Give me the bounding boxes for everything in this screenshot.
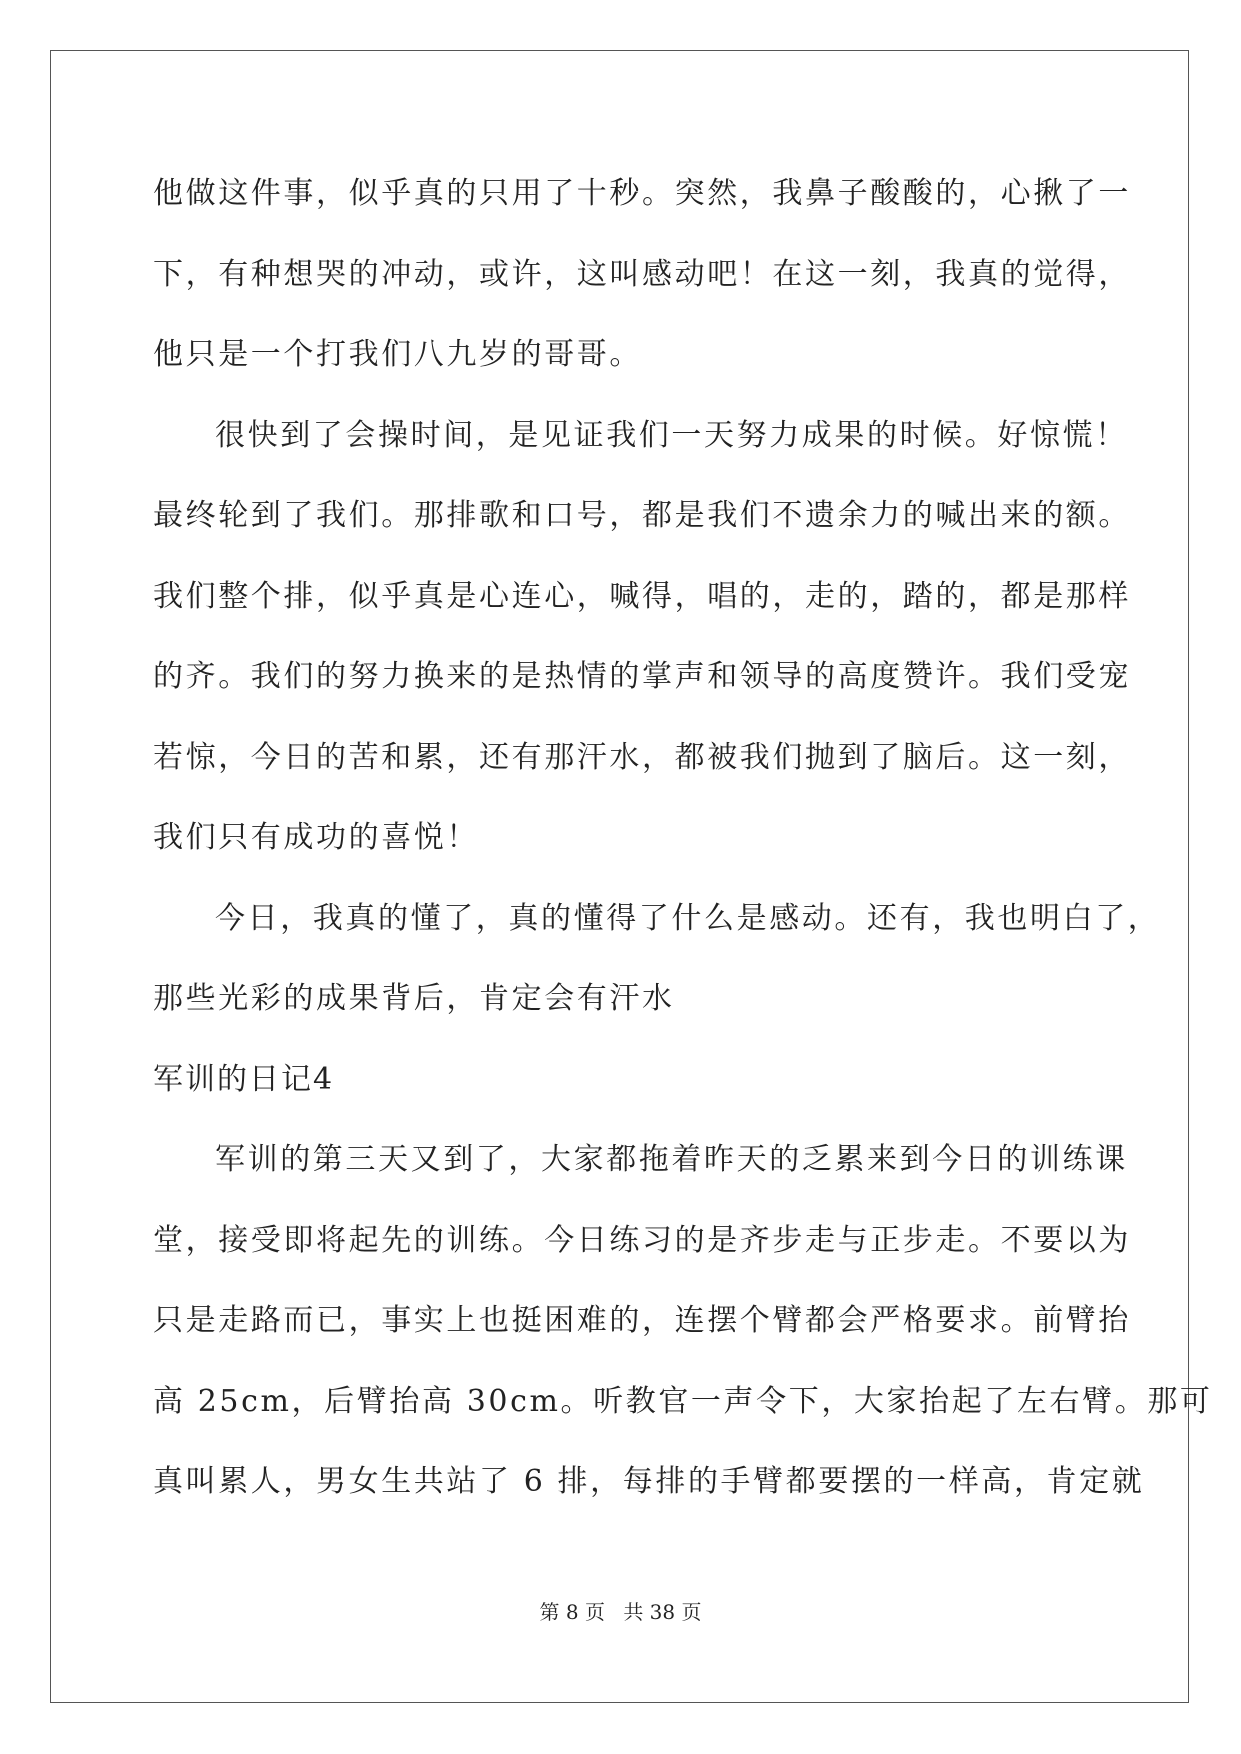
text-line: 若惊，今日的苦和累，还有那汗水，都被我们抛到了脑后。这一刻， <box>153 739 1131 775</box>
paragraph-start-line: 今日，我真的懂了，真的懂得了什么是感动。还有，我也明白了， <box>215 900 1161 936</box>
page-footer <box>0 1596 1241 1625</box>
text-line: 高 25cm，后臂抬高 30cm。听教官一声令下，大家抬起了左右臂。那可 <box>153 1383 1213 1419</box>
section-heading: 军训的日记4 <box>153 1061 335 1097</box>
current-page-number: 第 8 页 <box>539 1600 605 1624</box>
text-line: 堂，接受即将起先的训练。今日练习的是齐步走与正步走。不要以为 <box>153 1222 1131 1258</box>
text-line: 只是走路而已，事实上也挺困难的，连摆个臂都会严格要求。前臂抬 <box>153 1303 1131 1338</box>
text-line: 我们只有成功的喜悦！ <box>153 820 479 855</box>
paragraph-start-line: 很快到了会操时间，是见证我们一天努力成果的时候。好惊慌！ <box>215 417 1128 453</box>
text-line: 那些光彩的成果背后，肯定会有汗水 <box>153 981 675 1016</box>
paragraph-start-line: 军训的第三天又到了，大家都拖着昨天的乏累来到今日的训练课 <box>215 1142 1128 1177</box>
text-line: 他只是一个打我们八九岁的哥哥。 <box>153 337 642 372</box>
document-body <box>153 154 1213 1523</box>
text-line: 的齐。我们的努力换来的是热情的掌声和领导的高度赞许。我们受宠 <box>153 659 1131 694</box>
text-line: 真叫累人，男女生共站了 6 排，每排的手臂都要摆的一样高，肯定就 <box>153 1464 1145 1499</box>
text-line: 下，有种想哭的冲动，或许，这叫感动吧！在这一刻，我真的觉得， <box>153 256 1131 292</box>
text-line: 我们整个排，似乎真是心连心，喊得，唱的，走的，踏的，都是那样 <box>153 578 1131 614</box>
text-line: 最终轮到了我们。那排歌和口号，都是我们不遗余力的喊出来的额。 <box>153 498 1131 533</box>
text-line: 他做这件事，似乎真的只用了十秒。突然，我鼻子酸酸的，心揪了一 <box>153 176 1131 211</box>
total-page-count: 共 38 页 <box>623 1600 702 1624</box>
